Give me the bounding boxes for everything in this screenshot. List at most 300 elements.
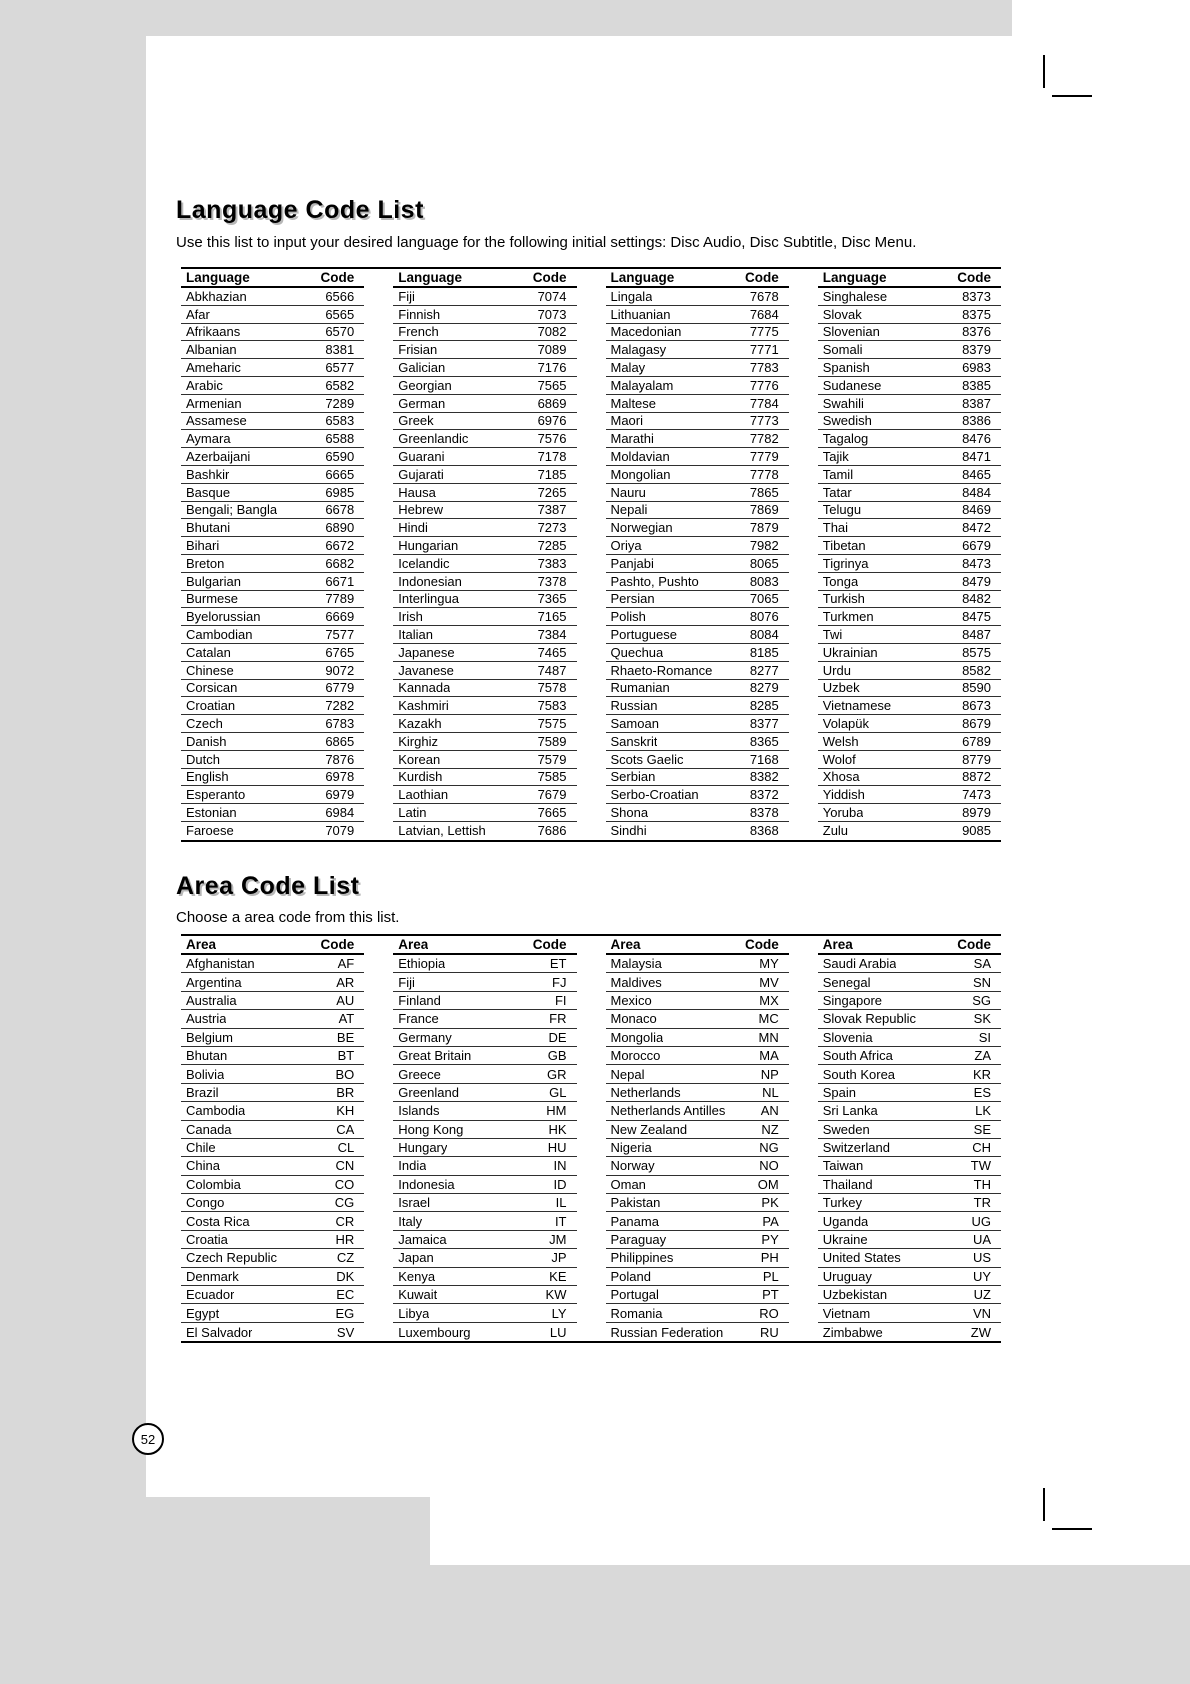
name-cell: Netherlands Antilles	[610, 1103, 726, 1119]
table-row	[393, 555, 576, 573]
code-cell: 8379	[962, 342, 991, 358]
name-cell: Basque	[186, 484, 231, 500]
code-cell: 7679	[537, 787, 567, 803]
table-row	[393, 1323, 576, 1341]
table-row	[393, 662, 576, 680]
name-cell: Catalan	[186, 644, 231, 660]
code-cell: NO	[759, 1158, 779, 1174]
table-row	[393, 1084, 576, 1102]
name-cell: Urdu	[822, 662, 851, 678]
page-number: 52	[140, 1431, 156, 1447]
code-cell: 8484	[962, 484, 991, 500]
code-cell: 6979	[325, 787, 355, 803]
code-cell: US	[972, 1250, 991, 1266]
table-row	[818, 519, 1001, 537]
name-cell: Hindi	[398, 520, 428, 536]
code-cell: 7282	[325, 698, 355, 714]
name-cell: Finnish	[398, 306, 441, 322]
code-cell: IL	[555, 1195, 567, 1211]
code-cell: 6869	[537, 395, 567, 411]
table-row	[393, 324, 576, 342]
name-cell: Mongolian	[610, 466, 671, 482]
name-cell: Thai	[822, 520, 849, 536]
code-cell: 8376	[962, 324, 991, 340]
code-cell: ES	[973, 1084, 991, 1100]
table-row	[181, 306, 364, 324]
name-cell: Nepal	[610, 1066, 645, 1082]
name-cell: Luxembourg	[398, 1324, 471, 1340]
table-row	[181, 359, 364, 377]
name-cell: Sindhi	[610, 823, 647, 839]
name-cell: Uganda	[822, 1213, 869, 1229]
table-row	[818, 1176, 1001, 1194]
table-row	[606, 1102, 789, 1120]
top-margin-band	[0, 0, 1012, 36]
table-row	[606, 1231, 789, 1249]
code-cell: GR	[547, 1066, 567, 1082]
name-cell: Greenland	[398, 1084, 459, 1100]
name-cell: Hong Kong	[398, 1121, 464, 1137]
table-row	[181, 1249, 364, 1267]
name-cell: Chinese	[186, 662, 234, 678]
code-cell: 7869	[749, 502, 779, 518]
table-row	[818, 1268, 1001, 1286]
table-row	[818, 662, 1001, 680]
table-row	[393, 591, 576, 609]
name-cell: Fiji	[398, 288, 415, 304]
table-row	[818, 1047, 1001, 1065]
name-cell: Tibetan	[822, 538, 866, 554]
name-cell: Croatia	[186, 1232, 228, 1248]
code-cell: 7773	[749, 413, 779, 429]
name-cell: Bengali; Bangla	[186, 502, 278, 518]
name-cell: Netherlands	[610, 1084, 681, 1100]
code-cell: DK	[336, 1268, 355, 1284]
code-cell: NL	[762, 1084, 779, 1100]
language-section-subtitle: Use this list to input your desired language for the following initial settings: Disc Audio, Disc Subtitle, Disc Menu.	[176, 234, 917, 251]
table-row	[818, 955, 1001, 973]
table-row	[393, 1029, 576, 1047]
name-cell: Kashmiri	[398, 698, 449, 714]
code-cell: 7775	[749, 324, 779, 340]
name-cell: Greek	[398, 413, 434, 429]
code-cell: 7782	[749, 431, 779, 447]
name-cell: Gujarati	[398, 466, 444, 482]
name-cell: Kurdish	[398, 769, 443, 785]
code-cell: 7273	[537, 520, 567, 536]
name-cell: Nigeria	[610, 1140, 652, 1156]
name-cell: Slovak Republic	[822, 1011, 916, 1027]
code-table-column	[606, 269, 789, 840]
name-cell: Lingala	[610, 288, 653, 304]
name-cell: Irish	[398, 609, 423, 625]
name-cell: Turkish	[822, 591, 865, 607]
code-cell: 7285	[537, 538, 567, 554]
code-cell: SE	[973, 1121, 991, 1137]
table-row	[393, 786, 576, 804]
name-cell: France	[398, 1011, 439, 1027]
name-cell: Uzbekistan	[822, 1287, 888, 1303]
name-cell: Vietnamese	[822, 698, 892, 714]
name-cell: Moldavian	[610, 449, 670, 465]
name-cell: Spanish	[822, 360, 870, 376]
bottom-margin-band	[0, 1565, 1190, 1684]
code-cell: IT	[554, 1213, 567, 1229]
table-row	[393, 769, 576, 787]
table-row	[818, 377, 1001, 395]
name-cell: India	[398, 1158, 427, 1174]
code-cell: SV	[336, 1324, 355, 1340]
header-code-cell: Code	[532, 270, 567, 285]
table-row	[606, 341, 789, 359]
code-cell: 8469	[962, 502, 991, 518]
table-row	[393, 484, 576, 502]
table-row	[606, 430, 789, 448]
code-cell: SA	[973, 956, 991, 972]
code-cell: 7082	[537, 324, 567, 340]
name-cell: Latvian, Lettish	[398, 823, 486, 839]
name-cell: Hebrew	[398, 502, 444, 518]
table-row	[181, 733, 364, 751]
name-cell: Faroese	[186, 823, 234, 839]
name-cell: Russian	[610, 698, 658, 714]
code-cell: 8285	[749, 698, 779, 714]
name-cell: Serbian	[610, 769, 656, 785]
table-row	[393, 1047, 576, 1065]
name-cell: Maltese	[610, 395, 657, 411]
code-cell: 7583	[537, 698, 567, 714]
table-row	[393, 1268, 576, 1286]
header-name-cell: Area	[398, 937, 429, 952]
code-cell: 8582	[962, 662, 991, 678]
table-row	[606, 608, 789, 626]
name-cell: Congo	[186, 1195, 225, 1211]
code-cell: 8482	[962, 591, 991, 607]
name-cell: Galician	[398, 360, 446, 376]
name-cell: Switzerland	[822, 1140, 890, 1156]
table-row	[818, 786, 1001, 804]
name-cell: Malagasy	[610, 342, 667, 358]
name-cell: Quechua	[610, 644, 664, 660]
code-cell: 7876	[325, 751, 355, 767]
table-row	[606, 697, 789, 715]
code-cell: AR	[336, 974, 355, 990]
table-row	[181, 413, 364, 431]
table-row	[181, 1065, 364, 1083]
name-cell: Slovak	[822, 306, 862, 322]
table-row	[181, 1194, 364, 1212]
table-row	[393, 430, 576, 448]
name-cell: Indonesia	[398, 1176, 455, 1192]
name-cell: Dutch	[186, 751, 220, 767]
code-cell: LK	[975, 1103, 991, 1119]
name-cell: Croatian	[186, 698, 236, 714]
name-cell: Afar	[186, 306, 210, 322]
name-cell: Marathi	[610, 431, 654, 447]
name-cell: Ethiopia	[398, 956, 446, 972]
name-cell: Saudi Arabia	[822, 956, 897, 972]
code-cell: MX	[759, 992, 779, 1008]
name-cell: Australia	[186, 992, 237, 1008]
table-row	[393, 804, 576, 822]
code-cell: NP	[760, 1066, 779, 1082]
name-cell: Japanese	[398, 644, 455, 660]
name-cell: Bolivia	[186, 1066, 225, 1082]
table-row	[393, 1231, 576, 1249]
name-cell: Ukraine	[822, 1232, 868, 1248]
name-cell: Danish	[186, 733, 227, 749]
name-cell: Vietnam	[822, 1305, 871, 1321]
code-cell: PK	[761, 1195, 779, 1211]
table-row	[393, 626, 576, 644]
code-cell: MA	[759, 1048, 779, 1064]
code-cell: 7387	[537, 502, 567, 518]
table-row	[606, 484, 789, 502]
table-row	[818, 751, 1001, 769]
code-cell: 8979	[962, 805, 991, 820]
code-cell: 8375	[962, 306, 991, 322]
code-cell: BR	[336, 1084, 355, 1100]
code-cell: 7776	[749, 377, 779, 393]
code-cell: SI	[978, 1029, 991, 1045]
code-cell: MV	[759, 974, 779, 990]
table-row	[818, 733, 1001, 751]
table-row	[818, 430, 1001, 448]
code-cell: 7383	[537, 555, 567, 571]
table-row	[393, 1194, 576, 1212]
code-cell: OM	[757, 1176, 779, 1192]
header-name-cell: Language	[610, 270, 675, 285]
table-row	[393, 1065, 576, 1083]
name-cell: Sanskrit	[610, 733, 658, 749]
code-cell: HR	[335, 1232, 355, 1248]
name-cell: Bhutan	[186, 1048, 228, 1064]
code-table-column	[606, 936, 789, 1341]
area-code-table	[181, 934, 1001, 1343]
code-cell: 7465	[537, 644, 567, 660]
table-row	[181, 1304, 364, 1322]
code-cell: UZ	[973, 1287, 991, 1303]
table-row	[606, 1047, 789, 1065]
table-row	[818, 555, 1001, 573]
table-row	[818, 1139, 1001, 1157]
code-cell: 6679	[962, 538, 991, 554]
code-cell: CL	[337, 1140, 355, 1156]
code-cell: FI	[554, 992, 567, 1008]
code-cell: DE	[548, 1029, 567, 1045]
code-cell: KR	[972, 1066, 991, 1082]
name-cell: Turkey	[822, 1195, 862, 1211]
code-cell: 6865	[325, 733, 355, 749]
code-cell: 7779	[749, 449, 779, 465]
table-row	[818, 1010, 1001, 1028]
code-cell: 6669	[325, 609, 355, 625]
name-cell: Panama	[610, 1213, 659, 1229]
name-cell: Uzbek	[822, 680, 860, 696]
table-row	[181, 1286, 364, 1304]
code-cell: 8487	[962, 627, 991, 643]
code-cell: SG	[972, 992, 991, 1008]
name-cell: Welsh	[822, 733, 859, 749]
table-row	[818, 1231, 1001, 1249]
code-cell: 6566	[325, 288, 355, 304]
name-cell: Hausa	[398, 484, 436, 500]
name-cell: Slovenia	[822, 1029, 873, 1045]
name-cell: Israel	[398, 1195, 431, 1211]
table-row	[606, 377, 789, 395]
table-row	[606, 502, 789, 520]
table-row	[606, 1029, 789, 1047]
table-row	[606, 1065, 789, 1083]
code-cell: 8185	[749, 644, 779, 660]
table-row	[818, 1157, 1001, 1175]
name-cell: Panjabi	[610, 555, 654, 571]
table-row	[181, 680, 364, 698]
code-cell: 7265	[537, 484, 567, 500]
page-number-badge	[132, 1423, 164, 1455]
header-code-cell: Code	[532, 937, 567, 952]
code-cell: 7168	[749, 751, 779, 767]
name-cell: Greece	[398, 1066, 441, 1082]
name-cell: German	[398, 395, 446, 411]
name-cell: Tatar	[822, 484, 852, 500]
name-cell: Belgium	[186, 1029, 233, 1045]
code-cell: 6984	[325, 805, 355, 820]
code-cell: 7487	[537, 662, 567, 678]
table-row	[606, 1139, 789, 1157]
table-row	[818, 697, 1001, 715]
name-cell: Fiji	[398, 974, 415, 990]
name-cell: Argentina	[186, 974, 242, 990]
code-cell: 6678	[325, 502, 355, 518]
table-row	[393, 733, 576, 751]
code-cell: 7589	[537, 733, 567, 749]
code-cell: 6570	[325, 324, 355, 340]
code-cell: 8381	[325, 342, 355, 358]
table-row	[181, 955, 364, 973]
table-row	[606, 973, 789, 991]
table-row	[393, 955, 576, 973]
code-cell: 6765	[325, 644, 355, 660]
code-cell: GL	[549, 1084, 567, 1100]
table-row	[393, 1139, 576, 1157]
table-row	[606, 804, 789, 822]
name-cell: French	[398, 324, 439, 340]
table-row	[181, 1268, 364, 1286]
code-cell: 8065	[749, 555, 779, 571]
name-cell: Kirghiz	[398, 733, 438, 749]
table-row	[181, 537, 364, 555]
code-cell: 8076	[749, 609, 779, 625]
table-row	[181, 448, 364, 466]
code-cell: VN	[972, 1305, 991, 1321]
name-cell: Rumanian	[610, 680, 670, 696]
name-cell: Cambodia	[186, 1103, 246, 1119]
code-cell: 7771	[749, 342, 779, 358]
language-section-title: Language Code List	[176, 196, 424, 224]
name-cell: Nauru	[610, 484, 646, 500]
table-row	[181, 1029, 364, 1047]
table-row	[181, 804, 364, 822]
code-cell: PT	[762, 1287, 779, 1303]
table-row	[393, 1010, 576, 1028]
code-cell: ID	[553, 1176, 567, 1192]
code-cell: 6577	[325, 360, 355, 376]
code-cell: 6671	[325, 573, 355, 589]
table-row	[606, 1121, 789, 1139]
code-cell: 8365	[749, 733, 779, 749]
name-cell: Cambodian	[186, 627, 253, 643]
code-table-column	[818, 936, 1001, 1341]
table-row	[393, 288, 576, 306]
code-cell: 8472	[962, 520, 991, 536]
name-cell: Ameharic	[186, 360, 241, 376]
table-row	[818, 680, 1001, 698]
name-cell: Portuguese	[610, 627, 677, 643]
name-cell: Great Britain	[398, 1048, 472, 1064]
table-row	[606, 955, 789, 973]
name-cell: Uruguay	[822, 1268, 872, 1284]
crop-mark	[1052, 95, 1092, 97]
table-row	[393, 377, 576, 395]
table-row	[606, 395, 789, 413]
code-cell: 8590	[962, 680, 991, 696]
table-row	[606, 324, 789, 342]
crop-mark	[1043, 1488, 1045, 1521]
name-cell: Singhalese	[822, 288, 888, 304]
code-cell: CZ	[336, 1250, 355, 1266]
name-cell: Arabic	[186, 377, 223, 393]
name-cell: Oman	[610, 1176, 646, 1192]
name-cell: Tajik	[822, 449, 849, 465]
table-header-row	[606, 936, 789, 955]
name-cell: Germany	[398, 1029, 452, 1045]
name-cell: Malaysia	[610, 956, 662, 972]
code-cell: KW	[545, 1287, 567, 1303]
code-cell: CO	[334, 1176, 355, 1192]
code-cell: 8377	[749, 716, 779, 732]
table-row	[181, 1010, 364, 1028]
code-cell: 8277	[749, 662, 779, 678]
code-cell: 6565	[325, 306, 355, 322]
name-cell: Burmese	[186, 591, 239, 607]
table-row	[181, 1102, 364, 1120]
table-row	[606, 626, 789, 644]
name-cell: Maldives	[610, 974, 662, 990]
table-row	[181, 484, 364, 502]
table-row	[818, 306, 1001, 324]
name-cell: Shona	[610, 805, 649, 820]
table-row	[393, 395, 576, 413]
table-row	[393, 973, 576, 991]
name-cell: Monaco	[610, 1011, 657, 1027]
header-code-cell: Code	[745, 270, 779, 285]
code-cell: 8575	[962, 644, 991, 660]
area-section-title: Area Code List	[176, 872, 360, 900]
code-cell: 7575	[537, 716, 567, 732]
code-table-column	[818, 269, 1001, 840]
code-cell: 7578	[537, 680, 567, 696]
table-row	[606, 466, 789, 484]
name-cell: South Africa	[822, 1048, 893, 1064]
name-cell: Esperanto	[186, 787, 246, 803]
name-cell: Javanese	[398, 662, 454, 678]
name-cell: Xhosa	[822, 769, 860, 785]
code-cell: 8382	[749, 769, 779, 785]
code-cell: 9072	[325, 662, 355, 678]
code-cell: 7565	[537, 377, 567, 393]
code-cell: TH	[973, 1176, 991, 1192]
